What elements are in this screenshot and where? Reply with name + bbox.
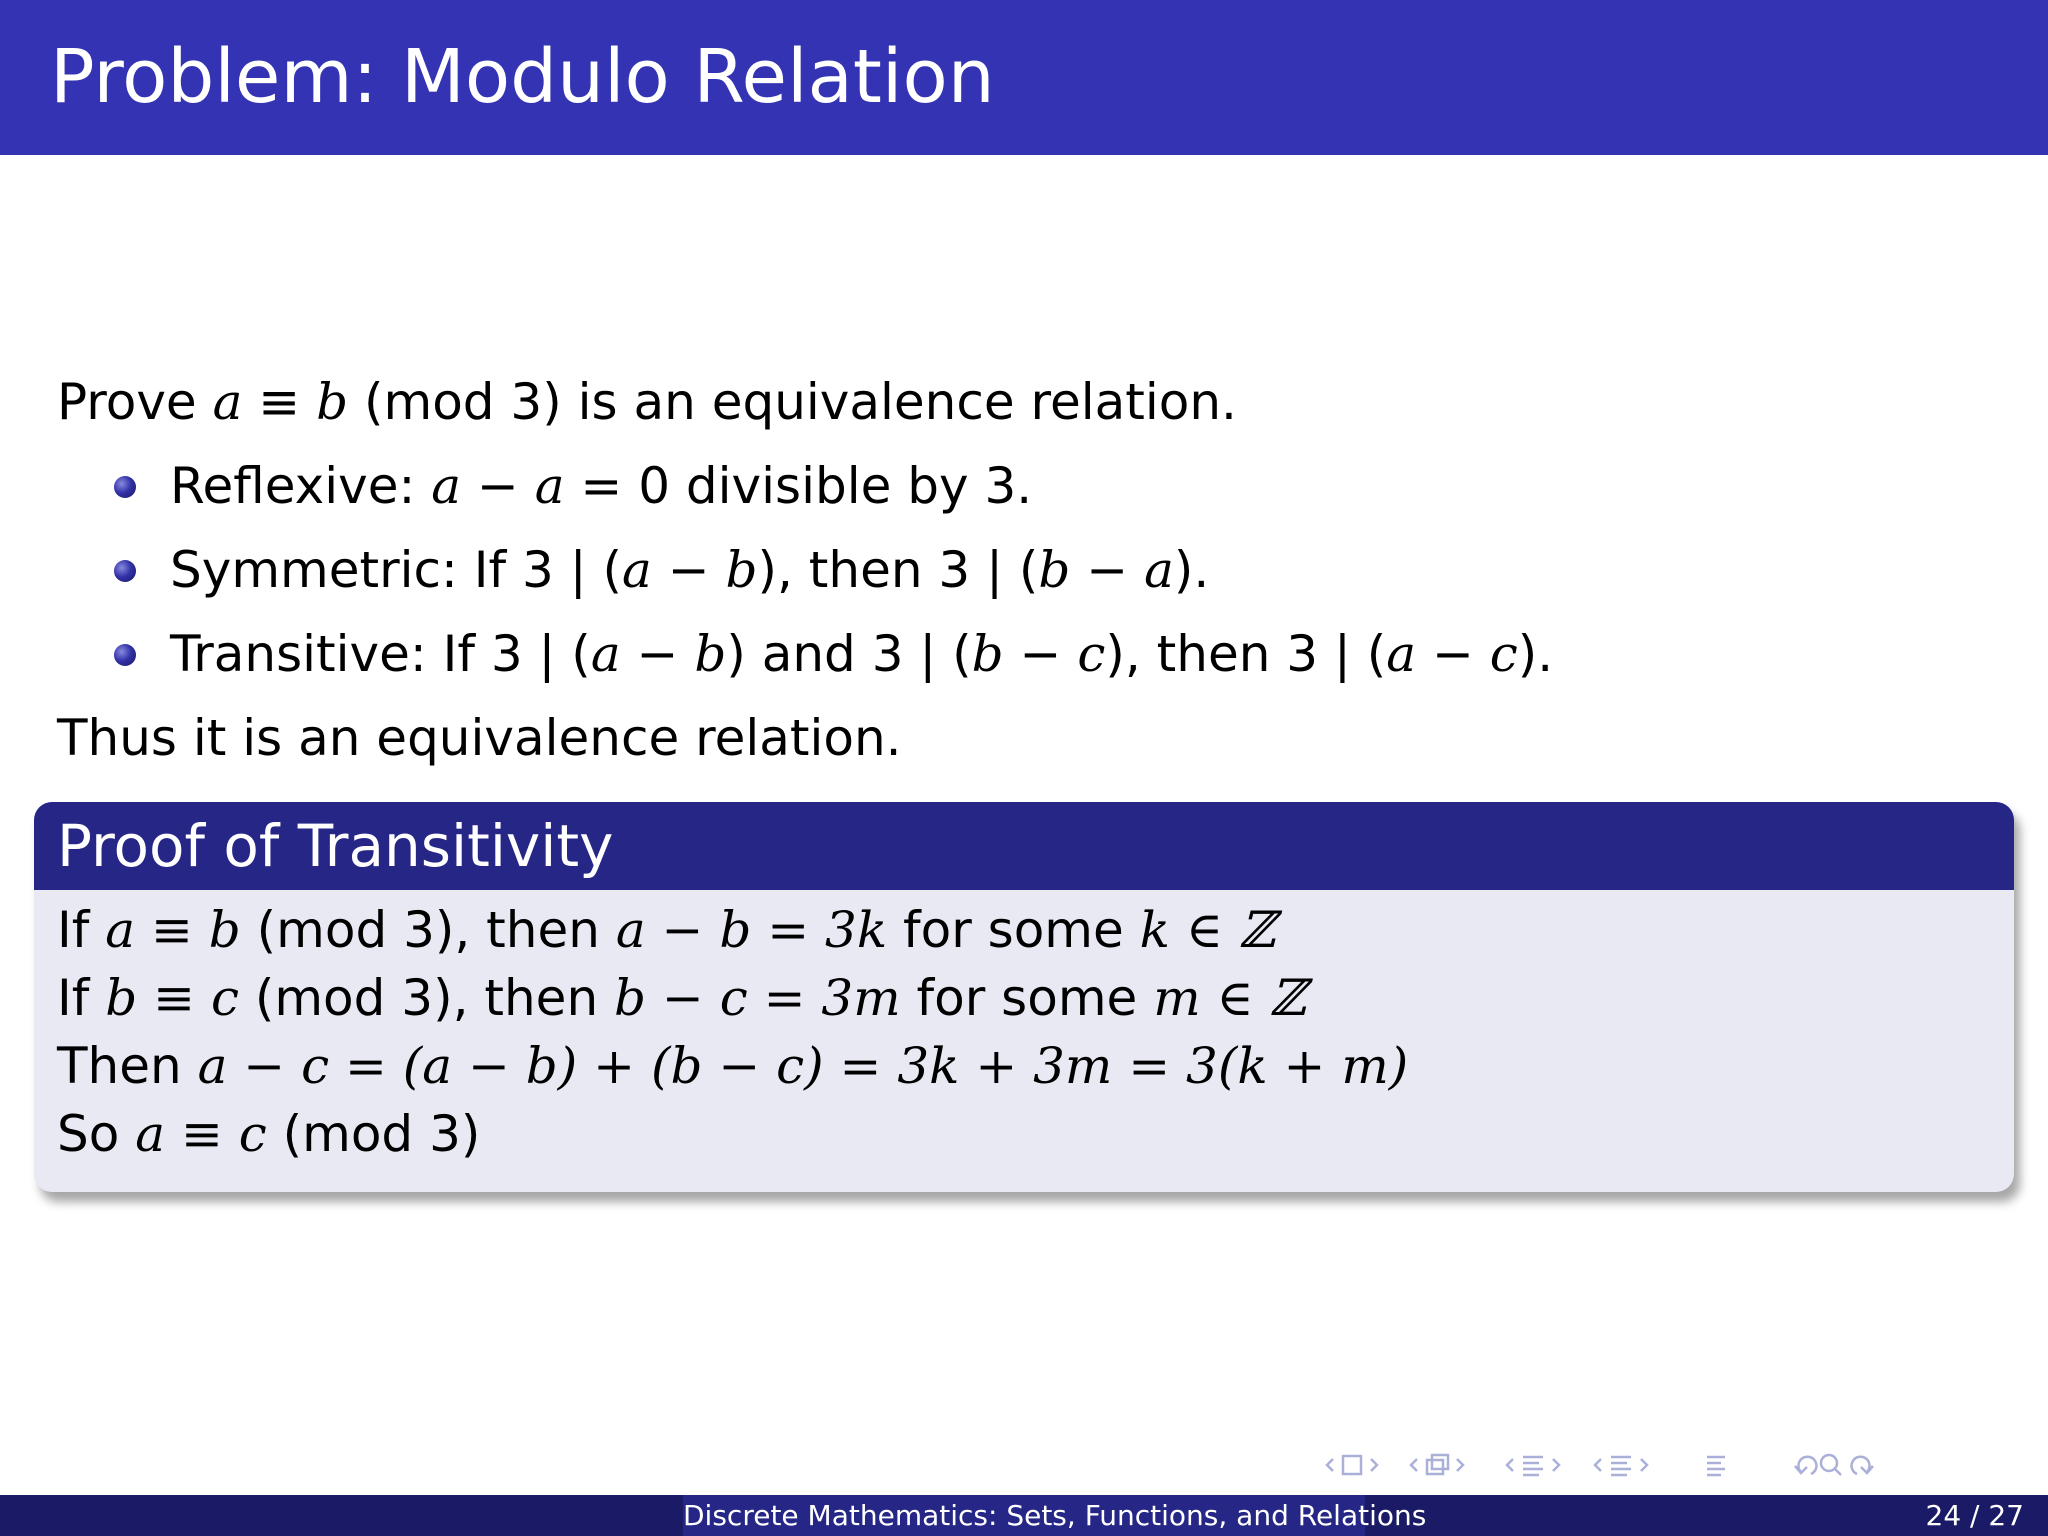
math-var: a (534, 457, 565, 515)
nav-next-chapter-icon[interactable] (1641, 1459, 1647, 1471)
item-label: Reflexive: (170, 457, 432, 515)
intro-line (57, 360, 2017, 444)
proof-text: for some (900, 969, 1154, 1027)
conclusion-line: Thus it is an equivalence relation. (57, 709, 902, 767)
proof-text: (mod 3), then (240, 901, 616, 959)
list-item-transitive (57, 612, 2017, 696)
proof-line-2 (57, 964, 2014, 1032)
math-var: a (1144, 541, 1174, 599)
item-text: = 0 divisible by 3. (564, 457, 1033, 515)
bullet-icon (114, 476, 136, 498)
math-var: a (621, 541, 652, 599)
item-text: ). (1517, 625, 1554, 683)
slide-content (57, 360, 2017, 780)
math-expr: a − b = 3k (615, 901, 888, 959)
item-label: Transitive: If 3 | ( (170, 625, 591, 683)
proof-text: If (57, 969, 106, 1027)
nav-chapter-icon[interactable] (1611, 1457, 1631, 1475)
item-text: ) and 3 | ( (726, 625, 972, 683)
nav-search-icon[interactable] (1821, 1455, 1841, 1475)
list-item-reflexive (57, 444, 2017, 528)
intro-mod: (mod 3) (348, 373, 562, 431)
bullet-icon (114, 560, 136, 582)
math-op: − (1070, 541, 1145, 599)
math-var: a (590, 625, 621, 683)
proof-block (34, 802, 2014, 1192)
property-list (57, 444, 2017, 696)
nav-prev-chapter-icon[interactable] (1595, 1459, 1601, 1471)
item-text: ), then 3 | ( (1105, 625, 1387, 683)
proof-line-3 (57, 1032, 2014, 1100)
nav-frame-icon[interactable] (1343, 1456, 1361, 1474)
math-op: − (1003, 625, 1078, 683)
footer-bar (0, 1495, 2048, 1536)
math-var: a (431, 457, 462, 515)
navigation-bar (1325, 1448, 2028, 1482)
math-var: b (316, 373, 349, 431)
math-expr: m ∈ ℤ (1153, 969, 1306, 1027)
block-title: Proof of Transitivity (34, 802, 2014, 890)
nav-back-icon[interactable] (1795, 1457, 1816, 1474)
nav-subsection-icon[interactable] (1427, 1455, 1448, 1474)
math-expr: a ≡ c (135, 1105, 267, 1163)
proof-text: (mod 3), then (238, 969, 615, 1027)
footer-title: Discrete Mathematics: Sets, Functions, and Relations (683, 1495, 1365, 1536)
nav-section-icon[interactable] (1523, 1457, 1543, 1475)
math-var: b (725, 541, 758, 599)
proof-text: If (57, 901, 106, 959)
math-var: b (971, 625, 1004, 683)
math-expr: a − c = (a − b) + (b − c) = 3k + 3m = 3(k + m) (197, 1037, 1409, 1095)
proof-text: for some (887, 901, 1140, 959)
proof-text: So (57, 1105, 136, 1163)
math-op: − (461, 457, 535, 515)
frame-title: Problem: Modulo Relation (50, 34, 995, 120)
item-text: ). (1173, 541, 1210, 599)
math-expr: a ≡ b (105, 901, 241, 959)
nav-prev-subsection-icon[interactable] (1411, 1459, 1417, 1471)
math-var: a (1386, 625, 1417, 683)
math-expr: k ∈ ℤ (1139, 901, 1276, 959)
math-op: − (651, 541, 726, 599)
block-body (34, 890, 2014, 1168)
intro-prefix: Prove (57, 373, 213, 431)
frame-title-bar (0, 0, 2048, 155)
math-var: c (1077, 625, 1106, 683)
nav-next-frame-icon[interactable] (1371, 1459, 1377, 1471)
proof-text: Then (57, 1037, 198, 1095)
math-expr: b − c = 3m (614, 969, 901, 1027)
page-number: 24 / 27 (1925, 1499, 2024, 1532)
item-text: ), then 3 | ( (757, 541, 1039, 599)
math-op: − (620, 625, 695, 683)
list-item-symmetric (57, 528, 2017, 612)
nav-forward-icon[interactable] (1852, 1457, 1873, 1474)
nav-outline-icon[interactable] (1707, 1457, 1725, 1475)
proof-text: (mod 3) (266, 1105, 481, 1163)
nav-prev-frame-icon[interactable] (1327, 1459, 1333, 1471)
math-op: ≡ (242, 373, 317, 431)
bullet-icon (114, 644, 136, 666)
math-var: b (694, 625, 727, 683)
nav-prev-section-icon[interactable] (1507, 1459, 1513, 1471)
intro-suffix: is an equivalence relation. (561, 373, 1237, 431)
proof-line-1 (57, 896, 2014, 964)
item-label: Symmetric: If 3 | ( (170, 541, 622, 599)
nav-next-section-icon[interactable] (1553, 1459, 1559, 1471)
nav-next-subsection-icon[interactable] (1457, 1459, 1463, 1471)
proof-line-4 (57, 1100, 2014, 1168)
math-var: a (212, 373, 243, 431)
math-op: − (1416, 625, 1490, 683)
math-var: b (1038, 541, 1071, 599)
math-expr: b ≡ c (105, 969, 239, 1027)
math-var: c (1489, 625, 1518, 683)
